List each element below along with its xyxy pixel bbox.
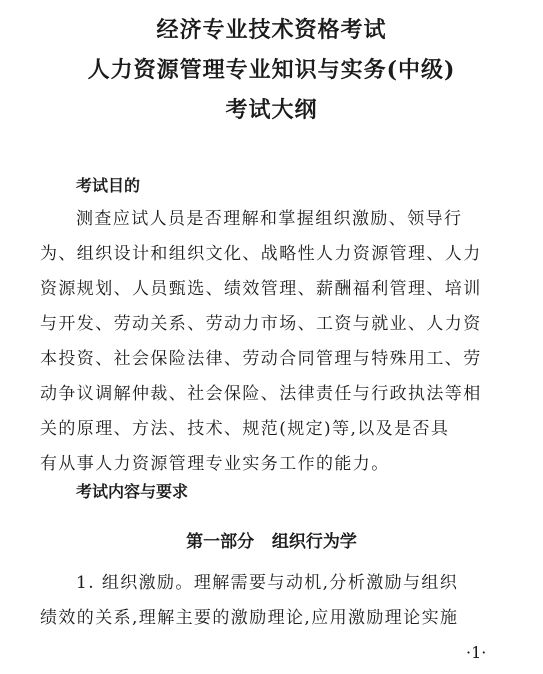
title-line-3: 考试大纲 bbox=[225, 97, 318, 123]
title-line-1: 经济专业技术资格考试 bbox=[156, 17, 387, 43]
paragraph-line: 与开发、劳动关系、劳动力市场、工资与就业、人力资 bbox=[40, 314, 482, 334]
part-heading: 第一部分 组织行为学 bbox=[186, 532, 357, 552]
section-heading-purpose: 考试目的 bbox=[76, 176, 141, 195]
purpose-paragraph bbox=[40, 202, 500, 482]
paragraph-line: 有从事人力资源管理专业实务工作的能力。 bbox=[40, 454, 390, 474]
section-heading-content: 考试内容与要求 bbox=[76, 482, 189, 501]
paragraph-line: 资源规划、人员甄选、绩效管理、薪酬福利管理、培训 bbox=[40, 279, 482, 299]
paragraph-line: 为、组织设计和组织文化、战略性人力资源管理、人力 bbox=[40, 244, 482, 264]
paragraph-line: 本投资、社会保险法律、劳动合同管理与特殊用工、劳 bbox=[40, 349, 482, 369]
paragraph-line: 动争议调解仲裁、社会保险、法律责任与行政执法等相 bbox=[40, 384, 482, 404]
page-number: ·1· bbox=[466, 643, 487, 662]
document-title bbox=[0, 10, 543, 130]
paragraph-line: 绩效的关系,理解主要的激励理论,应用激励理论实施 bbox=[40, 608, 459, 628]
content-paragraph bbox=[40, 566, 500, 636]
paragraph-line: 关的原理、方法、技术、规范(规定)等,以及是否具 bbox=[40, 419, 450, 439]
title-line-2: 人力资源管理专业知识与实务(中级) bbox=[87, 57, 456, 83]
paragraph-line: 1. 组织激励。理解需要与动机,分析激励与组织 bbox=[76, 573, 459, 593]
paragraph-line: 测查应试人员是否理解和掌握组织激励、领导行 bbox=[76, 209, 463, 229]
